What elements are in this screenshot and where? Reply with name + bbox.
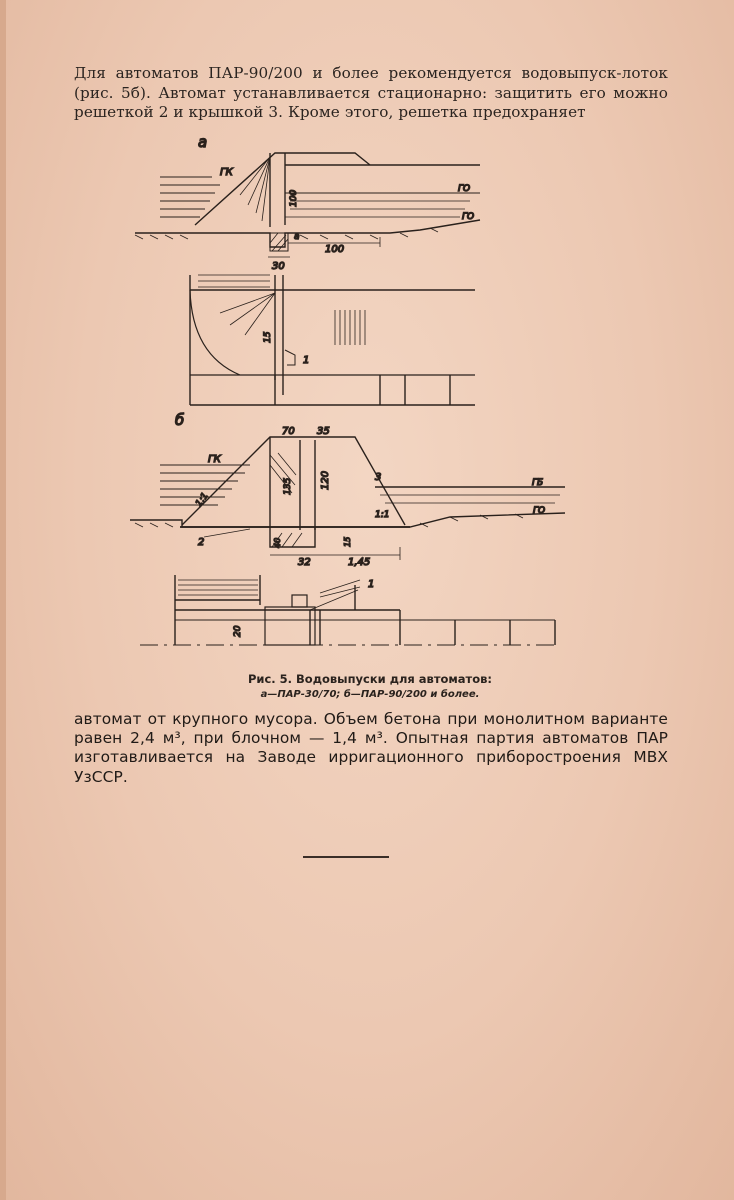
fan-a — [240, 157, 270, 221]
go-a2-label: ГО — [462, 212, 475, 222]
label-2: 2 — [198, 537, 205, 548]
panel-b-label: б — [175, 411, 185, 429]
panel-a-plan — [190, 275, 475, 405]
gk-b-label: ГК — [208, 454, 221, 465]
figure-caption-sub: а—ПАР-30/70; б—ПАР-90/200 и более. — [260, 689, 480, 700]
slope-right: 1:1 — [375, 510, 390, 520]
page-edge — [0, 0, 6, 1200]
go-a1-label: ГО — [458, 184, 471, 194]
dim-145: 1,45 — [348, 557, 371, 568]
figure-caption-title: Рис. 5. Водовыпуски для автоматов: — [247, 672, 492, 686]
panel-a-label: а — [198, 135, 208, 151]
section-divider — [303, 856, 389, 858]
fan-a-plan — [198, 275, 275, 335]
figure-5 — [120, 135, 580, 675]
label-1-a: 1 — [303, 355, 310, 366]
grid-b-plan — [178, 580, 360, 597]
dim-15-a: 15 — [263, 331, 273, 343]
go-b-label: ГО — [533, 506, 546, 516]
label-1-b: 1 — [368, 579, 375, 590]
dim-32: 32 — [298, 557, 311, 568]
panel-b-plan — [140, 575, 560, 645]
dim-135: 135 — [283, 477, 293, 495]
gk-a-label: ГК — [220, 167, 233, 178]
bottom-paragraph: автомат от крупного мусора. Объем бетона при монолитном варианте равен 2,4 м³, при блочном — 1,4 м³. Опытная партия автоматов ПАР изготавливается на Заводе ирригационного приборостроения МВХ УзССР. — [74, 710, 668, 786]
dim-100-vert: 100 — [289, 189, 299, 207]
grid-a-plan — [335, 310, 365, 345]
figure-drawing — [120, 135, 580, 675]
slope-left: 1:1 — [194, 491, 211, 509]
label-3: 3 — [375, 472, 382, 483]
panel-a-section — [135, 153, 480, 272]
dim-15-b: 15 — [343, 536, 352, 547]
dim-20: 20 — [233, 625, 243, 637]
dim-70: 70 — [282, 426, 295, 437]
dim-100-horiz: 100 — [325, 244, 345, 255]
dim-35: 35 — [317, 426, 330, 437]
gb-label: ГБ — [532, 478, 544, 488]
panel-b-section — [130, 426, 565, 568]
dim-40: 40 — [273, 537, 282, 548]
dim-120: 120 — [320, 470, 331, 490]
dim-30: 30 — [272, 261, 285, 272]
dim-a-small: а — [294, 232, 300, 242]
top-paragraph: Для автоматов ПАР-90/200 и более рекомендуется водовыпуск-лоток (рис. 5б). Автомат устанавливается стационарно: защитить его можно решеткой 2 и крышкой 3. Кроме этого, решетка предохраняет — [74, 64, 668, 121]
